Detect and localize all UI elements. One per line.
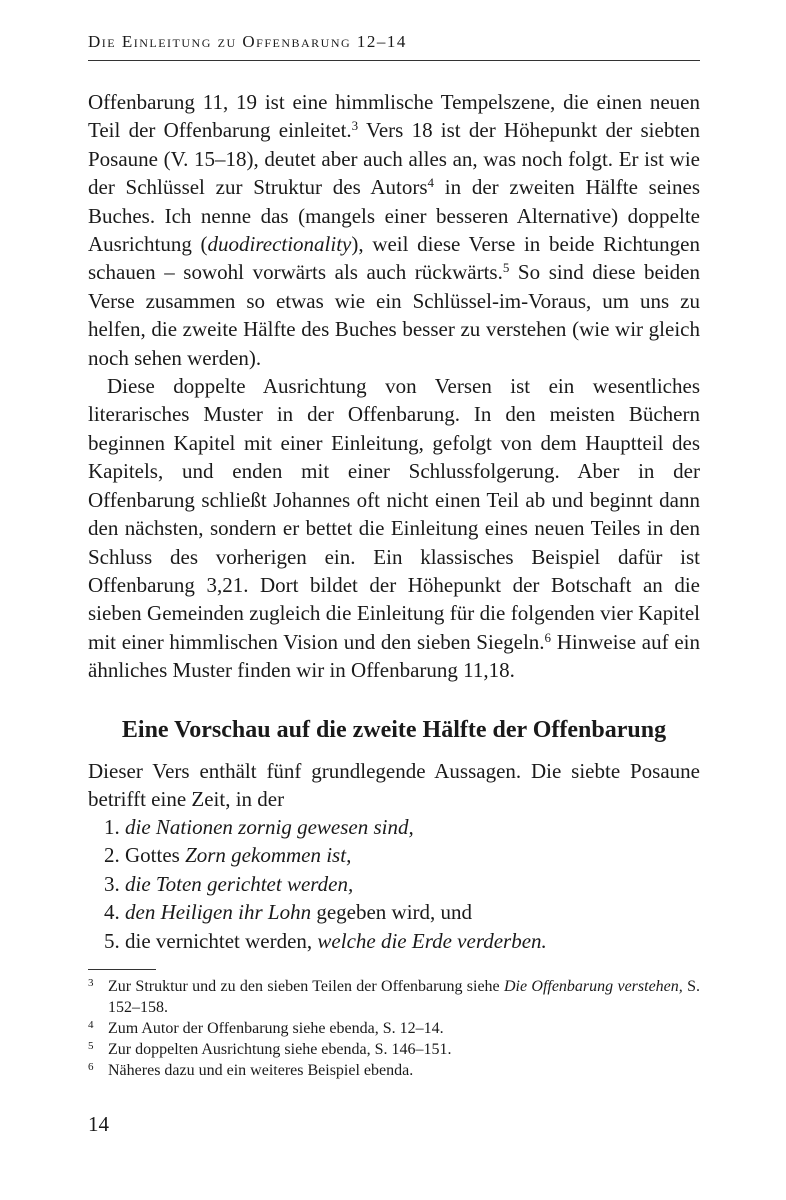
footnote-ref: 3 <box>351 118 359 134</box>
footnote-ref: 6 <box>544 629 552 645</box>
list-number: 2. <box>104 843 120 868</box>
italic-term: duodirectionality <box>207 232 352 257</box>
list-item <box>104 870 547 898</box>
running-header: Die Einleitung zu Offenbarung 12–14 <box>88 32 407 51</box>
footnote-text: S. 152–158. <box>108 978 700 1016</box>
list-text: die vernichtet werden, <box>125 928 318 953</box>
list-italic: welche die Erde verderben. <box>317 928 547 953</box>
footnote <box>88 1060 700 1081</box>
footnote-number: 5 <box>88 1040 94 1052</box>
footnote-number: 6 <box>88 1061 94 1073</box>
list-number: 1. <box>104 815 120 839</box>
footnote-text: Zur Struktur und zu den sieben Teilen der Offenbarung siehe <box>108 978 504 995</box>
footnotes <box>88 976 700 1081</box>
list-number: 5. <box>104 928 120 953</box>
footnote <box>88 1018 700 1039</box>
header-rule <box>88 60 700 61</box>
section-heading: Eine Vorschau auf die zweite Hälfte der Offenbarung <box>121 716 667 743</box>
text-run: Hinweise auf ein ähnliches Muster finden wir in Offenbarung 11,18. <box>88 629 700 683</box>
footnote-italic: Die Offenbarung verstehen, <box>503 978 683 995</box>
footnote-text: Zum Autor der Offenbarung siehe ebenda, S. 12–14. <box>108 1020 444 1037</box>
list-item <box>104 898 547 926</box>
text-run: Diese doppelte Ausrichtung von Versen ist ein wesentliches literarisches Muster in der Offenbarung. In den meisten Büchern beginnen Kapitel mit einer Einleitung, gefolgt von dem Hauptteil des Kapitels, und enden mit einer Schlussfolgerung. Aber in der Offenbarung schließt Johannes oft nicht einen Teil ab und beginnt dann den nächsten, sondern er bettet die Einleitung eines neuen Teiles in den Schluss des vorherigen ein. Ein klassisches Beispiel dafür ist Offenbarung 3,21. Dort bildet der Höhepunkt der Botschaft an die sieben Gemeinden zugleich die Einleitung für die folgenden vier Kapitel mit einer himmlischen Vision und den sieben Siegeln. <box>88 374 700 654</box>
list-item <box>104 813 547 841</box>
text-run: Offenbarung 11, 19 ist eine himmlische Tempelszene, die einen neuen Teil der Offenbarung einleitet. <box>88 90 700 143</box>
footnote-ref: 4 <box>427 175 435 191</box>
page-number: 14 <box>88 1112 109 1136</box>
text-run: So sind diese beiden Verse zusammen so etwas wie ein Schlüssel-im-Voraus, um uns zu helfen, die zweite Hälfte des Buches besser zu verstehen (wie wir gleich noch sehen werden). <box>88 260 701 370</box>
list-italic: Zorn gekommen ist, <box>185 843 352 868</box>
paragraph-1 <box>88 88 700 372</box>
list-text: gegeben wird, und <box>311 900 473 925</box>
footnote <box>88 976 700 1018</box>
footnote-number: 4 <box>88 1019 94 1031</box>
list-number: 3. <box>104 871 120 896</box>
text-run: in der zweiten Hälfte seines Buches. Ich nenne das (mangels einer besseren Alternative) doppelte Ausrichtung ( <box>88 175 700 257</box>
list-number: 4. <box>104 900 120 925</box>
footnote-ref: 5 <box>502 260 510 276</box>
footnote-number: 3 <box>88 977 94 989</box>
statement-list <box>104 813 547 955</box>
list-italic: die Nationen zornig gewesen sind, <box>125 815 414 839</box>
list-item <box>104 841 547 869</box>
footnote-text: Zur doppelten Ausrichtung siehe ebenda, S. 146–151. <box>108 1041 452 1058</box>
list-italic: den Heiligen ihr Lohn <box>125 900 312 925</box>
list-item <box>104 927 547 955</box>
list-italic: die Toten gerichtet werden, <box>125 871 354 896</box>
section-lead <box>88 757 700 814</box>
footnote-rule <box>88 969 156 970</box>
paragraph-2 <box>88 372 700 684</box>
text-run: ), weil diese Verse in beide Richtungen schauen – sowohl vorwärts als auch rückwärts. <box>88 232 700 285</box>
footnote-text: Näheres dazu und ein weiteres Beispiel ebenda. <box>108 1062 414 1079</box>
lead-paragraph: Dieser Vers enthält fünf grundlegende Aussagen. Die siebte Posaune betrifft eine Zeit, in der <box>88 759 700 812</box>
footnote <box>88 1039 700 1060</box>
body-text <box>88 88 700 685</box>
text-run: Vers 18 ist der Höhepunkt der siebten Posaune (V. 15–18), deutet aber auch alles an, was noch folgt. Er ist wie der Schlüssel zur Struktur des Autors <box>88 118 700 200</box>
list-text: Gottes <box>125 843 186 868</box>
